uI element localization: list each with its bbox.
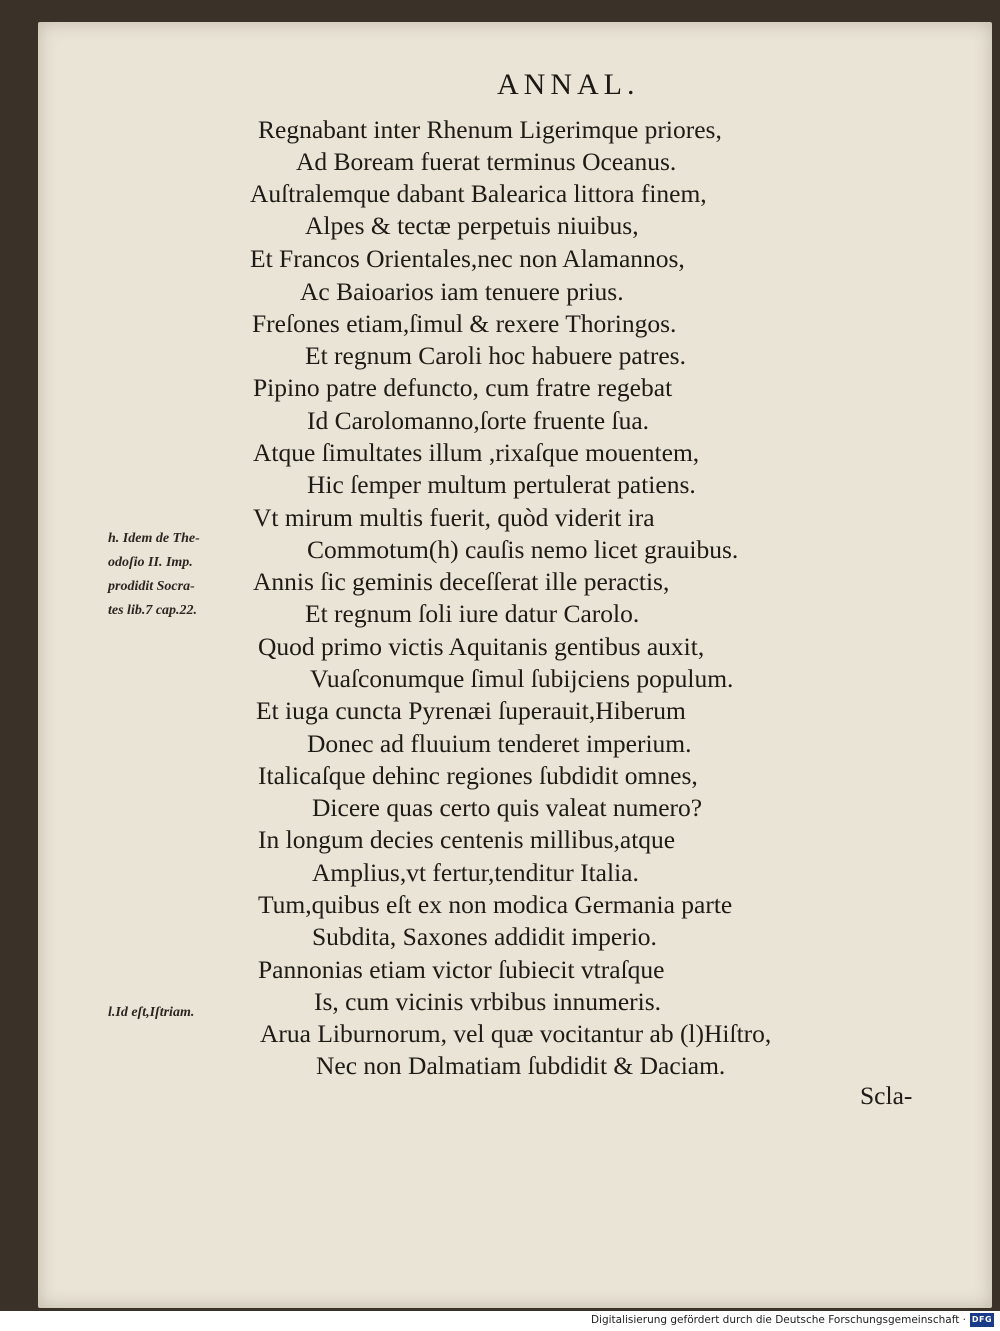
verse-line: Amplius,vt fertur,tenditur Italia. [312, 858, 639, 887]
footer-credit: Digitalisierung gefördert durch die Deutsche Forschungsgemeinschaft · [590, 1314, 966, 1326]
dfg-logo-icon: DFG [970, 1313, 994, 1327]
digitization-footer [0, 1311, 1000, 1331]
catchword: Scla- [860, 1081, 913, 1110]
margin-note: odoſio II. Imp. [108, 555, 193, 570]
verse-line: Et iuga cuncta Pyrenæi ſuperauit,Hiberum [256, 696, 686, 725]
verse-line: Ac Baioarios iam tenuere prius. [300, 277, 624, 306]
verse-line: Pipino patre defuncto, cum fratre regebat [253, 373, 673, 402]
verse-line: Quod primo victis Aquitanis gentibus auxit, [258, 632, 705, 661]
verse-line: Id Carolomanno,ſorte fruente ſua. [307, 406, 650, 435]
verse-line: Tum,quibus eſt ex non modica Germania parte [258, 890, 733, 919]
margin-note: tes lib.7 cap.22. [108, 603, 198, 618]
verse-line: Et Francos Orientales,nec non Alamannos, [250, 244, 685, 273]
verse-line: Freſones etiam,ſimul & rexere Thoringos. [252, 309, 677, 338]
verse-line: Vt mirum multis fuerit, quòd viderit ira [253, 503, 655, 532]
verse-line: Donec ad fluuium tenderet imperium. [307, 729, 692, 758]
margin-note: l.Id eſt,Iſtriam. [108, 1005, 195, 1020]
verse-line: Nec non Dalmatiam ſubdidit & Daciam. [316, 1051, 726, 1080]
verse-line: Et regnum Caroli hoc habuere patres. [305, 341, 686, 370]
verse-line: Hic ſemper multum pertulerat patiens. [307, 470, 696, 499]
verse-line: Et regnum ſoli iure datur Carolo. [305, 599, 640, 628]
verse-line: Pannonias etiam victor ſubiecit vtraſque [258, 955, 665, 984]
verse-line: Ad Boream fuerat terminus Oceanus. [296, 147, 677, 176]
margin-note: h. Idem de The- [108, 531, 200, 546]
verse-line: Subdita, Saxones addidit imperio. [312, 922, 657, 951]
verse-line: In longum decies centenis millibus,atque [258, 825, 676, 854]
verse-line: Vuaſconumque ſimul ſubijciens populum. [310, 664, 734, 693]
verse-line: Is, cum vicinis vrbibus innumeris. [314, 987, 662, 1016]
verse-line: Italicaſque dehinc regiones ſubdidit omnes, [258, 761, 698, 790]
verse-line: Commotum(h) cauſis nemo licet grauibus. [307, 535, 739, 564]
verse-line: Arua Liburnorum, vel quæ vocitantur ab (l)Hiſtro, [260, 1019, 772, 1048]
verse-line: Regnabant inter Rhenum Ligerimque priores, [258, 115, 722, 144]
verse-line: Dicere quas certo quis valeat numero? [312, 793, 703, 822]
verse-line: Auſtralemque dabant Balearica littora finem, [250, 179, 707, 208]
verse-line: Annis ſic geminis deceſſerat ille peractis, [253, 567, 670, 596]
verse-line: Atque ſimultates illum ,rixaſque mouentem, [253, 438, 700, 467]
running-head: ANNAL. [497, 68, 640, 101]
verse-line: Alpes & tectæ perpetuis niuibus, [305, 211, 639, 240]
margin-note: prodidit Socra- [108, 579, 195, 594]
